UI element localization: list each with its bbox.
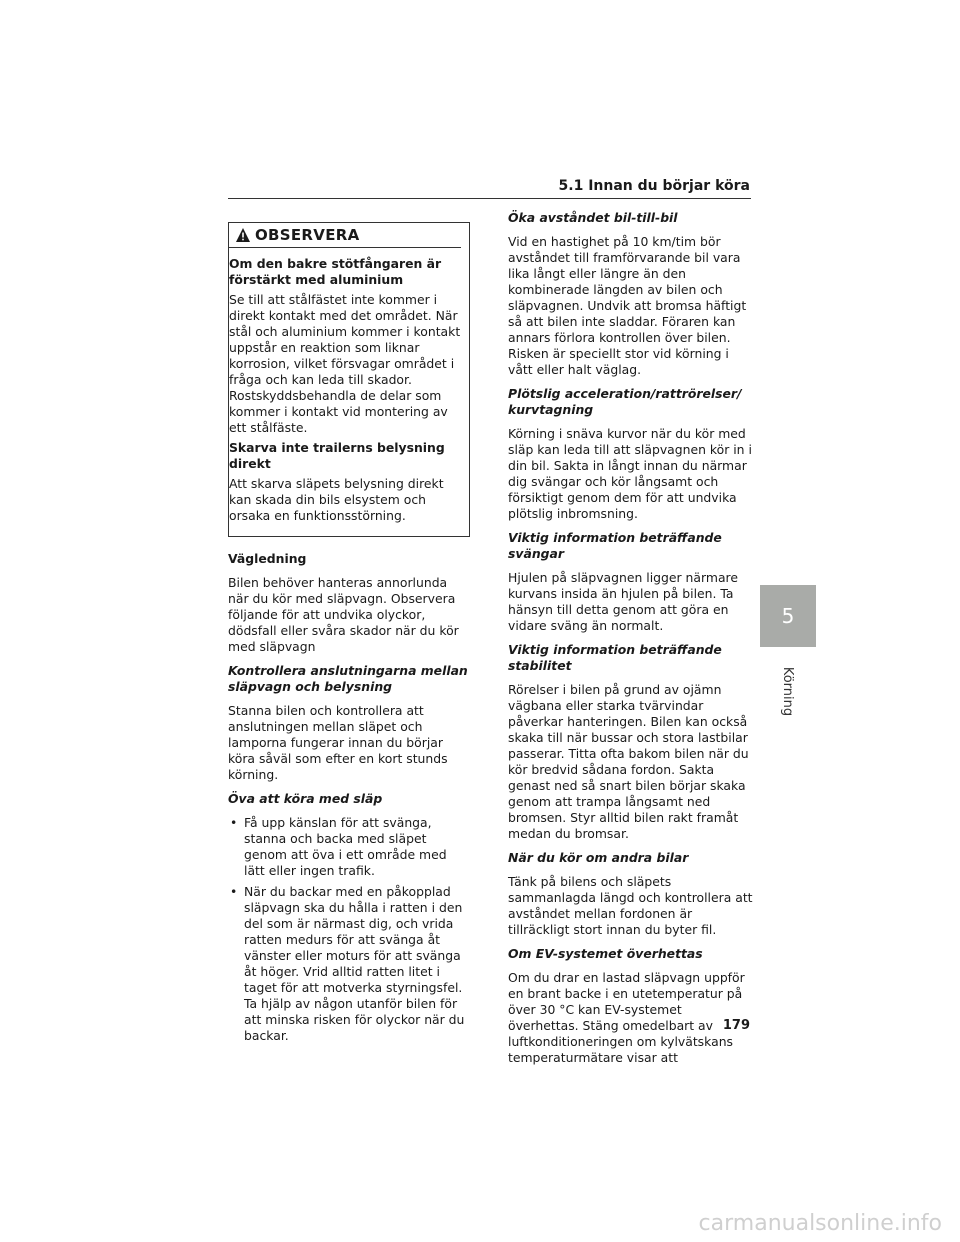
warning-paragraph-2: Att skarva släpets belysning direkt kan skada din bils elsystem och orsaka en funktionsstörning.	[229, 476, 444, 523]
list-item: • När du backar med en påkopplad släpvagn ska du hålla i ratten i den del som är närmast dig, och vrida ratten medurs för att svänga åt vänster eller moturs för att svänga åt höger. Vrid alltid ratten litet i taget för att motverka styrningsfel. Ta hjälp av någon utanför bilen för att minska risken för olyckor när du backar.	[228, 884, 470, 1044]
heading-ova: Öva att köra med släp	[228, 791, 383, 806]
list-item: • Få upp känslan för att svänga, stanna och backa med släpet genom att öva i ett område med lätt eller ingen trafik.	[228, 815, 470, 879]
header-divider	[228, 198, 751, 199]
paragraph-ev-system: Om du drar en lastad släpvagn uppför en brant backe i en utetemperatur på över 30 °C kan EV-systemet överhettas. Stäng omedelbart av luftkonditioneringen om kylvätskans temperaturmätare visar att	[508, 970, 745, 1065]
left-column	[228, 222, 470, 1052]
heading-stabilitet: Viktig information beträffande stabilitet	[508, 642, 722, 673]
heading-svangar: Viktig information beträffande svängar	[508, 530, 722, 561]
warning-header	[229, 223, 461, 248]
section-title: 5.1 Innan du börjar köra	[558, 178, 750, 194]
paragraph-stabilitet: Rörelser i bilen på grund av ojämn vägbana eller starka tvärvindar påverkar hanteringen. Bilen kan också skaka till när bussar och stora lastbilar passerar. Titta ofta bakom bilen när du kör bredvid sådana fordon. Sakta genast ned så snart bilen börjar skaka genom att trampa långsamt ned bromsen. Styr alltid bilen rakt framåt medan du bromsar.	[508, 682, 749, 841]
heading-andra-bilar: När du kör om andra bilar	[508, 850, 689, 865]
paragraph-svangar: Hjulen på släpvagnen ligger närmare kurvans insida än hjulen på bilen. Ta hänsyn till detta genom att göra en vidare sväng än normalt.	[508, 570, 738, 633]
paragraph-andra-bilar: Tänk på bilens och släpets sammanlagda längd och kontrollera att avståndet mellan fordonen är tillräckligt stort innan du byter fil.	[508, 874, 753, 937]
heading-avstand: Öka avståndet bil-till-bil	[508, 210, 678, 225]
chapter-number: 5	[781, 604, 795, 628]
heading-kontrollera: Kontrollera anslutningarna mellan släpvagn och belysning	[228, 663, 468, 694]
chapter-label: Körning	[780, 666, 796, 716]
heading-plotslig: Plötslig acceleration/rattrörelser/ kurvtagning	[508, 386, 742, 417]
paragraph-kontrollera: Stanna bilen och kontrollera att anslutningen mellan släpet och lamporna fungerar innan du börjar köra såväl som efter en kort stunds körning.	[228, 703, 448, 782]
warning-paragraph-1: Se till att stålfästet inte kommer i direkt kontakt med det området. När stål och aluminium kommer i kontakt uppstår en reaktion som liknar korrosion, vilket försvagar området i fråga och kan leda till skador. Rostskyddsbehandla de delar som kommer i kontakt vid montering av ett stålfäste.	[229, 292, 461, 435]
bullet-list	[228, 815, 470, 1044]
right-column	[508, 210, 754, 1074]
paragraph-plotslig: Körning i snäva kurvor när du kör med släp kan leda till att släpvagnen kör in i din bil. Sakta in långt innan du närmar dig svängar och kör långsamt och försiktigt genom dem för att undvika plötslig inbromsning.	[508, 426, 752, 521]
watermark: carmanualsonline.info	[698, 1211, 942, 1236]
warning-icon	[235, 227, 251, 243]
warning-heading-1: Om den bakre stötfångaren är förstärkt med aluminium	[229, 256, 442, 287]
warning-heading-2: Skarva inte trailerns belysning direkt	[229, 440, 445, 471]
heading-vagledning: Vägledning	[228, 551, 307, 566]
warning-label: OBSERVERA	[255, 226, 360, 244]
warning-box	[228, 222, 470, 537]
warning-body	[229, 256, 461, 524]
chapter-label-wrap	[760, 651, 816, 731]
chapter-tab	[760, 585, 816, 647]
paragraph-avstand: Vid en hastighet på 10 km/tim bör avståndet till framförvarande bil vara lika långt eller längre än den kombinerade längden av bilen och släpvagnen. Undvik att bromsa häftigt så att bilen inte sladdar. Föraren kan annars förlora kontrollen över bilen. Risken är speciellt stor vid körning i vått eller halt väglag.	[508, 234, 747, 377]
heading-ev-system: Om EV-systemet överhettas	[508, 946, 703, 961]
page-number: 179	[722, 1018, 750, 1033]
paragraph-vagledning: Bilen behöver hanteras annorlunda när du kör med släpvagn. Observera följande för att undvika olyckor, dödsfall eller svåra skador när du kör med släpvagn	[228, 575, 459, 654]
